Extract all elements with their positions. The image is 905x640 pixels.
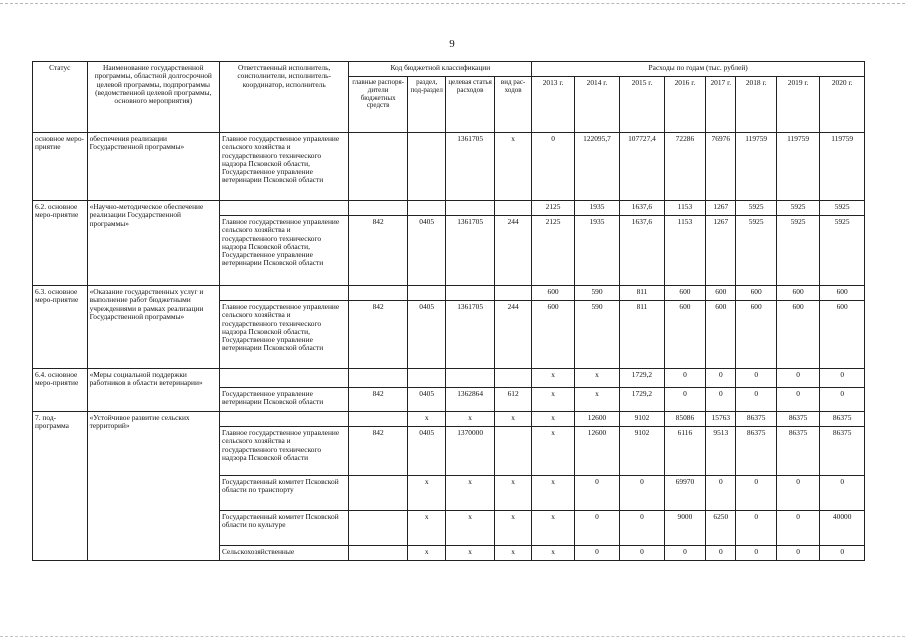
year-value: 0 — [776, 476, 819, 511]
row-executor: Главное государственное управление сельского хозяйства и государственного технического надзора Псковской области — [219, 427, 348, 476]
year-value: 2125 — [532, 216, 574, 286]
code-rz — [407, 369, 445, 388]
year-value: 1153 — [664, 201, 705, 216]
year-value: 1637,6 — [620, 201, 664, 216]
year-value: х — [532, 427, 574, 476]
year-value: 811 — [620, 301, 664, 369]
year-value: 86375 — [736, 427, 776, 476]
row-executor — [219, 369, 348, 388]
code-rz: 0405 — [407, 301, 445, 369]
code-rz — [407, 133, 445, 201]
row-name: «Меры социальной поддержки работников в области ветеринарии» — [87, 369, 219, 412]
year-value: 0 — [776, 388, 819, 412]
code-vr — [494, 201, 531, 216]
row-status: 6.4. основное меро-приятие — [33, 369, 88, 412]
year-value: 119759 — [776, 133, 819, 201]
header-executor: Ответственный исполнитель, соисполнители, исполнитель-координатор, исполнитель — [219, 62, 348, 133]
row-executor: Главное государственное управление сельского хозяйства и государственного технического надзора Псковской области, Государственное управление ветеринарии Псковской области — [219, 216, 348, 286]
year-value: 600 — [532, 301, 574, 369]
year-value: 0 — [820, 388, 865, 412]
row-executor: Главное государственное управление сельского хозяйства и государственного технического надзора Псковской области, Государственное управление ветеринарии Псковской области — [219, 301, 348, 369]
year-value: 600 — [820, 301, 865, 369]
year-value: 5925 — [820, 216, 865, 286]
code-gr — [349, 369, 408, 388]
year-value: 1729,2 — [620, 388, 664, 412]
year-value: 0 — [620, 511, 664, 546]
header-code-vr: вид рас-ходов — [494, 77, 531, 133]
year-value: 76976 — [706, 133, 736, 201]
table-row — [33, 286, 865, 301]
year-value: х — [532, 546, 574, 561]
row-status: основное меро-приятие — [33, 133, 88, 201]
code-cs: х — [446, 511, 495, 546]
code-gr — [349, 201, 408, 216]
code-vr: х — [494, 133, 531, 201]
scan-edge-bottom — [0, 636, 905, 637]
year-value: х — [532, 412, 574, 427]
code-rz: х — [407, 476, 445, 511]
code-rz — [407, 286, 445, 301]
year-value: 6116 — [664, 427, 705, 476]
row-name: «Научно-методическое обеспечение реализации Государственной программы» — [87, 201, 219, 286]
year-value: 590 — [574, 301, 619, 369]
table-row — [33, 133, 865, 201]
year-value: 1729,2 — [620, 369, 664, 388]
year-value: 9102 — [620, 412, 664, 427]
year-value: 1935 — [574, 216, 619, 286]
year-value: 600 — [736, 286, 776, 301]
year-value: 0 — [706, 546, 736, 561]
code-cs: 1361705 — [446, 216, 495, 286]
row-name: «Оказание государственных услуг и выполнение работ бюджетными учреждениями в рамках реализации Государственной программы» — [87, 286, 219, 369]
header-year-2017: 2017 г. — [706, 77, 736, 133]
code-vr: х — [494, 546, 531, 561]
year-value: 0 — [820, 546, 865, 561]
budget-table — [32, 61, 865, 561]
year-value: 0 — [736, 546, 776, 561]
code-vr: 244 — [494, 216, 531, 286]
year-value: 107727,4 — [620, 133, 664, 201]
year-value: 0 — [776, 369, 819, 388]
year-value: 0 — [820, 476, 865, 511]
header-year-2016: 2016 г. — [664, 77, 705, 133]
header-code-cs: целевая статья расходов — [446, 77, 495, 133]
year-value: х — [532, 511, 574, 546]
header-year-2015: 2015 г. — [620, 77, 664, 133]
code-gr — [349, 476, 408, 511]
code-cs — [446, 369, 495, 388]
year-value: 590 — [574, 286, 619, 301]
year-value: 5925 — [736, 201, 776, 216]
year-value: 0 — [574, 476, 619, 511]
code-cs: х — [446, 476, 495, 511]
code-cs — [446, 286, 495, 301]
scan-edge-top — [0, 3, 905, 4]
row-executor: Сельскохозяйственные — [219, 546, 348, 561]
year-value: 0 — [820, 369, 865, 388]
header-years-group: Расходы по годам (тыс. рублей) — [532, 62, 865, 77]
year-value: х — [532, 388, 574, 412]
year-value: х — [574, 369, 619, 388]
year-value: 1935 — [574, 201, 619, 216]
year-value: 0 — [664, 546, 705, 561]
code-cs: 1361705 — [446, 301, 495, 369]
code-gr — [349, 286, 408, 301]
row-executor: Главное государственное управление сельского хозяйства и государственного технического надзора Псковской области, Государственное управление ветеринарии Псковской области — [219, 133, 348, 201]
header-code-rz: раздел, под-раздел — [407, 77, 445, 133]
year-value: 0 — [736, 476, 776, 511]
year-value: 0 — [706, 369, 736, 388]
row-executor: Государственное управление ветеринарии Псковской области — [219, 388, 348, 412]
code-gr — [349, 412, 408, 427]
year-value: 0 — [620, 546, 664, 561]
code-rz: х — [407, 511, 445, 546]
year-value: 40000 — [820, 511, 865, 546]
code-gr: 842 — [349, 301, 408, 369]
year-value: 119759 — [820, 133, 865, 201]
code-gr — [349, 546, 408, 561]
code-cs — [446, 201, 495, 216]
code-rz — [407, 201, 445, 216]
table-row — [33, 412, 865, 427]
code-cs: х — [446, 412, 495, 427]
year-value: 1153 — [664, 216, 705, 286]
table-body — [33, 133, 865, 561]
code-vr: х — [494, 412, 531, 427]
year-value: 6250 — [706, 511, 736, 546]
year-value: 811 — [620, 286, 664, 301]
row-executor — [219, 286, 348, 301]
year-value: 5925 — [820, 201, 865, 216]
code-gr: 842 — [349, 216, 408, 286]
year-value: 1637,6 — [620, 216, 664, 286]
year-value: 85086 — [664, 412, 705, 427]
row-executor: Государственный комитет Псковской области по культуре — [219, 511, 348, 546]
code-vr — [494, 427, 531, 476]
header-year-2014: 2014 г. — [574, 77, 619, 133]
year-value: 12600 — [574, 427, 619, 476]
year-value: 600 — [706, 301, 736, 369]
row-executor — [219, 201, 348, 216]
header-code-gr: главные распоря-дители бюджетных средств — [349, 77, 408, 133]
year-value: 5925 — [776, 216, 819, 286]
year-value: 0 — [776, 546, 819, 561]
year-value: 600 — [664, 301, 705, 369]
code-rz: х — [407, 412, 445, 427]
code-vr: х — [494, 511, 531, 546]
year-value: 1267 — [706, 216, 736, 286]
year-value: х — [574, 388, 619, 412]
row-name: «Устойчивое развитие сельских территорий» — [87, 412, 219, 561]
year-value: 2125 — [532, 201, 574, 216]
year-value: 600 — [776, 286, 819, 301]
code-vr: х — [494, 476, 531, 511]
code-rz: 0405 — [407, 216, 445, 286]
header-year-2018: 2018 г. — [736, 77, 776, 133]
code-gr: 842 — [349, 388, 408, 412]
table-row — [33, 201, 865, 216]
row-executor — [219, 412, 348, 427]
code-vr — [494, 369, 531, 388]
year-value: 600 — [820, 286, 865, 301]
year-value: 5925 — [776, 201, 819, 216]
header-year-2020: 2020 г. — [820, 77, 865, 133]
year-value: 0 — [574, 511, 619, 546]
code-cs: 1370000 — [446, 427, 495, 476]
row-status: 6.3. основное меро-приятие — [33, 286, 88, 369]
year-value: 0 — [736, 369, 776, 388]
year-value: 600 — [736, 301, 776, 369]
header-year-2019: 2019 г. — [776, 77, 819, 133]
code-cs: 1362864 — [446, 388, 495, 412]
year-value: 119759 — [736, 133, 776, 201]
year-value: 0 — [736, 511, 776, 546]
year-value: х — [532, 369, 574, 388]
table-header — [33, 62, 865, 133]
code-rz: 0405 — [407, 388, 445, 412]
year-value: 72286 — [664, 133, 705, 201]
year-value: 0 — [736, 388, 776, 412]
year-value: 86375 — [776, 427, 819, 476]
year-value: 15763 — [706, 412, 736, 427]
page-number: 9 — [449, 38, 455, 50]
row-executor: Государственный комитет Псковской области по транспорту — [219, 476, 348, 511]
year-value: 600 — [532, 286, 574, 301]
code-rz: х — [407, 546, 445, 561]
year-value: 0 — [532, 133, 574, 201]
year-value: 600 — [706, 286, 736, 301]
year-value: 9513 — [706, 427, 736, 476]
year-value: 0 — [574, 546, 619, 561]
year-value: 0 — [706, 476, 736, 511]
code-vr — [494, 286, 531, 301]
table-row — [33, 369, 865, 388]
year-value: 0 — [664, 388, 705, 412]
year-value: 69970 — [664, 476, 705, 511]
code-cs: х — [446, 546, 495, 561]
year-value: 0 — [664, 369, 705, 388]
year-value: 5925 — [736, 216, 776, 286]
row-status: 7. под-программа — [33, 412, 88, 561]
year-value: 86375 — [736, 412, 776, 427]
year-value: 600 — [776, 301, 819, 369]
code-vr: 244 — [494, 301, 531, 369]
header-name: Наименование государственной программы, областной долгосрочной целевой программы, подпрограммы (ведомственной целевой программы, основного мероприятия) — [87, 62, 219, 133]
year-value: 600 — [664, 286, 705, 301]
header-code-group: Код бюджетной классификации — [349, 62, 532, 77]
year-value: 0 — [706, 388, 736, 412]
year-value: 0 — [776, 511, 819, 546]
code-vr: 612 — [494, 388, 531, 412]
year-value: 12600 — [574, 412, 619, 427]
code-gr — [349, 511, 408, 546]
year-value: 86375 — [776, 412, 819, 427]
year-value: х — [532, 476, 574, 511]
year-value: 86375 — [820, 412, 865, 427]
year-value: 0 — [620, 476, 664, 511]
code-cs: 1361705 — [446, 133, 495, 201]
code-gr: 842 — [349, 427, 408, 476]
header-year-2013: 2013 г. — [532, 77, 574, 133]
year-value: 9102 — [620, 427, 664, 476]
year-value: 86375 — [820, 427, 865, 476]
row-name: обеспечения реализации Государственной программы» — [87, 133, 219, 201]
year-value: 122095,7 — [574, 133, 619, 201]
code-gr — [349, 133, 408, 201]
code-rz: 0405 — [407, 427, 445, 476]
header-status: Статус — [33, 62, 88, 133]
row-status: 6.2. основное меро-приятие — [33, 201, 88, 286]
year-value: 9000 — [664, 511, 705, 546]
year-value: 1267 — [706, 201, 736, 216]
